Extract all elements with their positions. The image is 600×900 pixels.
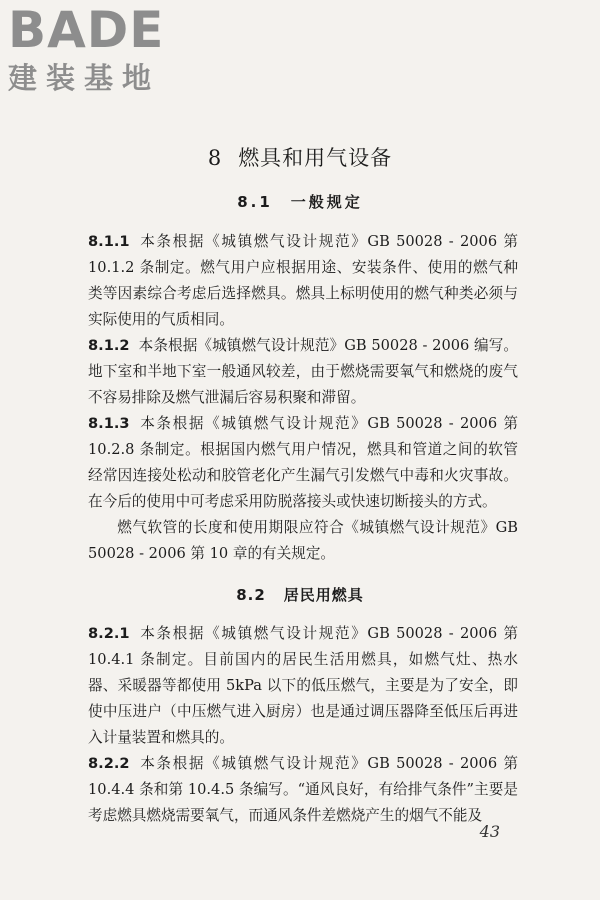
clause-paragraph xyxy=(88,621,518,751)
brand-logo-subtitle: 建装基地 xyxy=(8,61,161,95)
clause-text: 本条根据《城镇燃气设计规范》GB 50028 - 2006 第 10.2.8 条制定。根据国内燃气用户情况，燃具和管道之间的软管经常因连接处松动和胶管老化产生漏气引发燃气中毒和火灾事故。在今后的使用中可考虑采用防脱落接头或快速切断接头的方式。 xyxy=(88,415,518,510)
section-heading-8-2 xyxy=(0,584,600,605)
chapter-heading xyxy=(0,142,600,172)
clause-paragraph xyxy=(88,229,518,333)
section-title: 一般规定 xyxy=(290,193,363,211)
section-number: 8.1 xyxy=(237,193,273,211)
clause-paragraph xyxy=(88,751,518,829)
section-8-1-body xyxy=(88,229,518,567)
section-number: 8.2 xyxy=(236,586,266,604)
body-paragraph xyxy=(88,515,518,567)
chapter-number: 8 xyxy=(207,146,223,170)
chapter-title: 燃具和用气设备 xyxy=(238,146,393,170)
clause-number: 8.1.3 xyxy=(88,415,130,432)
clause-text: 本条根据《城镇燃气设计规范》GB 50028 - 2006 编写。地下室和半地下室一般通风较差，由于燃烧需要氧气和燃烧的废气不容易排除及燃气泄漏后容易积聚和滞留。 xyxy=(88,337,518,406)
section-heading-8-1 xyxy=(0,191,600,212)
section-title: 居民用燃具 xyxy=(283,586,364,604)
clause-paragraph xyxy=(88,411,518,515)
clause-text: 本条根据《城镇燃气设计规范》GB 50028 - 2006 第 10.4.1 条制定。目前国内的居民生活用燃具，如燃气灶、热水器、采暖器等都使用 5kPa 以下的低压燃气，主要是为了安全，即使中压进户（中压燃气进入厨房）也是通过调压器降至低压后再进入计量装置和燃具的。 xyxy=(88,625,518,746)
clause-number: 8.1.2 xyxy=(88,337,130,354)
clause-text: 本条根据《城镇燃气设计规范》GB 50028 - 2006 第 10.4.4 条和第 10.4.5 条编写。“通风良好，有给排气条件”主要是考虑燃具燃烧需要氧气，而通风条件差燃烧产生的烟气不能及 xyxy=(88,755,518,824)
brand-logo xyxy=(8,2,164,96)
clause-number: 8.2.1 xyxy=(88,625,130,642)
paragraph-text: 燃气软管的长度和使用期限应符合《城镇燃气设计规范》GB 50028 - 2006 第 10 章的有关规定。 xyxy=(88,519,518,562)
page-number: 43 xyxy=(479,822,500,841)
clause-paragraph xyxy=(88,333,518,411)
brand-logo-text: BADE xyxy=(8,1,165,59)
clause-number: 8.2.2 xyxy=(88,755,130,772)
section-8-2-body xyxy=(88,621,518,829)
clause-text: 本条根据《城镇燃气设计规范》GB 50028 - 2006 第 10.1.2 条制定。燃气用户应根据用途、安装条件、使用的燃气种类等因素综合考虑后选择燃具。燃具上标明使用的燃气种类必须与实际使用的气质相同。 xyxy=(88,233,518,328)
clause-number: 8.1.1 xyxy=(88,233,130,250)
